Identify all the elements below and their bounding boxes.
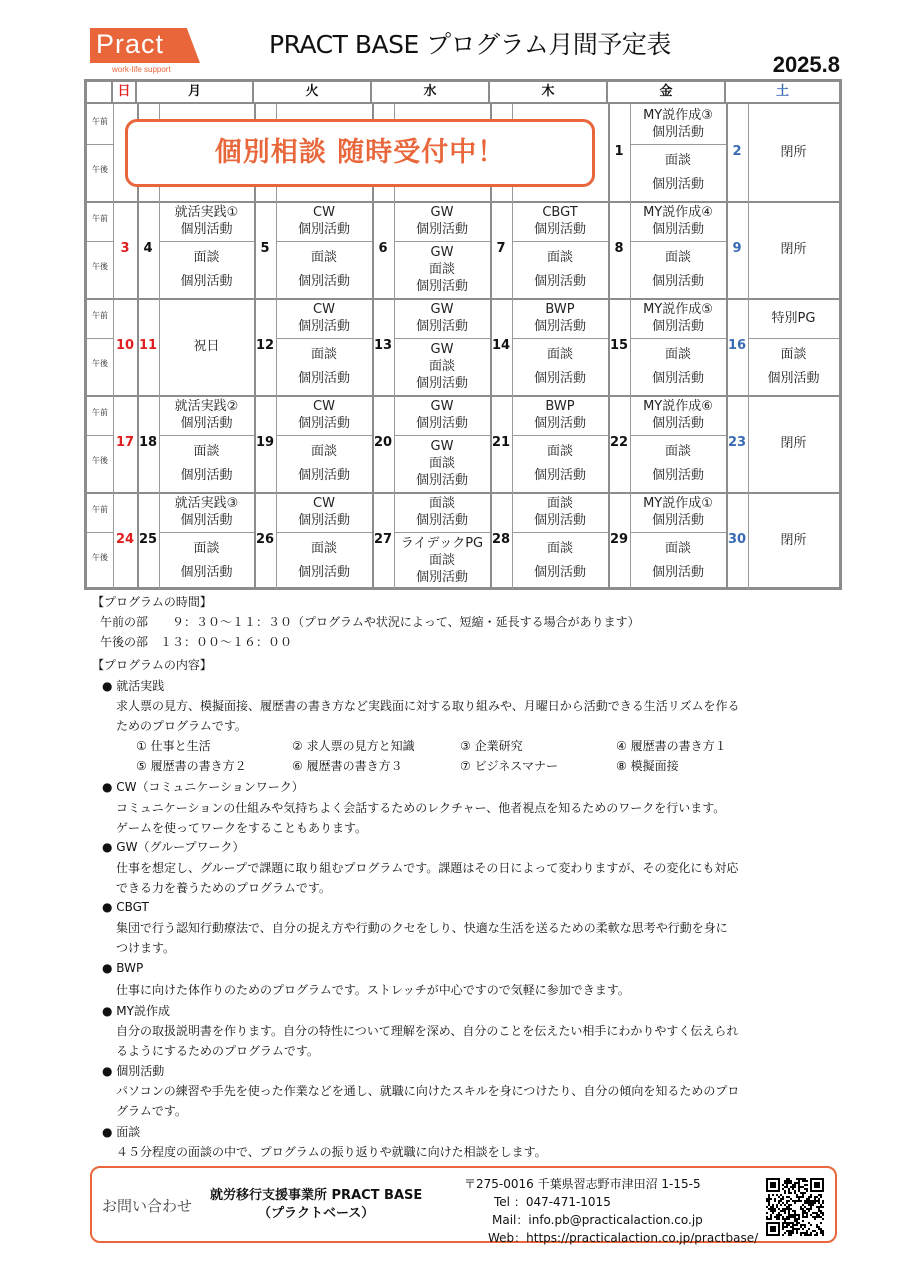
bwp-title: ● BWP [102,961,144,975]
program-pm-tue: 面談 個別活動 [297,249,350,289]
slot-am-label: 午前 [92,311,108,320]
individual-title: ● 個別活動 [102,1064,165,1078]
my-desc-1: 自分の取扱説明書を作ります。自分の特性について理解を深め、自分のことを伝えたい相手にわかりやすく伝えられ [116,1024,739,1038]
program-pm-mon: 面談 個別活動 [180,443,233,483]
contact-footer [90,1166,837,1243]
program-am-tue: CW 個別活動 [297,399,350,431]
day-number-sat: 16 [727,337,747,353]
day-number-tue: 5 [260,240,270,256]
day-number-fri: 15 [609,337,629,353]
day-number-sun: 24 [115,531,135,547]
program-am-tue: CW 個別活動 [297,302,350,334]
job-practice-desc-1: 求人票の見方、模擬面接、履歴書の書き方など実践面に対する取り組みや、月曜日から活動できる生活リズムを作る [116,699,740,713]
day-number-mon: 11 [138,337,158,353]
program-pm-mon: 面談 個別活動 [180,249,233,289]
slot-pm-label: 午後 [92,553,108,562]
program-am-fri: MY説作成④ 個別活動 [643,205,713,237]
program-am-wed: GW 個別活動 [415,205,468,237]
cw-desc-2: ゲームを使ってワークをすることもあります。 [116,821,368,835]
gw-desc-1: 仕事を想定し、グループで課題に取り組むプログラムです。課題はその日によって変わりますが、その変化にも対応 [116,861,739,875]
job-practice-desc-2: ためのプログラムです。 [116,719,247,733]
day-number-sun: 3 [120,240,130,256]
program-pm-tue: 面談 個別活動 [297,346,350,386]
program-am-fri: MY説作成① 個別活動 [643,496,713,528]
col-line [113,492,114,589]
topic-item: ⑤ 履歴書の書き方２ [136,759,247,773]
col-line [113,201,114,298]
program-pm-tue: 面談 個別活動 [297,540,350,580]
bwp-desc-1: 仕事に向けた体作りのためのプログラムです。ストレッチが中心ですので気軽に参加できます。 [116,983,630,997]
topic-item: ③ 企業研究 [460,739,523,753]
slot-pm-label: 午後 [92,262,108,271]
program-pm-wed: ライデックPG 面談 個別活動 [400,536,484,585]
monthly-calendar [84,79,842,590]
program-sat: 閉所 [780,242,807,257]
program-sat: 閉所 [780,436,807,451]
program-pm-fri: 面談 個別活動 [651,540,704,580]
time-heading: 【プログラムの時間】 [92,595,212,609]
address: 〒275-0016 千葉県習志野市津田沼 1-15-5 [464,1177,701,1191]
weekday-fri: 金 [608,82,726,104]
program-pm-fri: 面談 個別活動 [651,152,704,192]
program-am-thu: BWP 個別活動 [533,302,586,334]
day-number-mon: 25 [138,531,158,547]
weekday-tue: 火 [254,82,372,104]
cbgt-desc-2: つけます。 [116,941,176,955]
weekday-thu: 木 [490,82,608,104]
day-number-sun: 10 [115,337,135,353]
pm-time: 午後の部 １３：００～１６：００ [100,635,293,649]
office-name [210,1187,422,1223]
slot-divider [87,338,113,339]
gw-title: ● GW（グループワーク） [102,840,245,854]
header-corner [87,82,113,104]
day-number-fri: 29 [609,531,629,547]
program-pm-sat: 面談 個別活動 [767,346,820,386]
slot-pm-label: 午後 [92,165,108,174]
topic-item: ① 仕事と生活 [136,739,211,753]
program-pm-mon: 面談 個別活動 [180,540,233,580]
day-number-wed: 13 [373,337,393,353]
program-am-wed: GW 個別活動 [415,302,468,334]
email[interactable]: Mail：info.pb@practicalaction.co.jp [492,1213,703,1227]
topic-item: ② 求人票の見方と知識 [292,739,415,753]
program-am-fri: MY説作成⑥ 個別活動 [643,399,713,431]
website[interactable]: Web：https://practicalaction.co.jp/practbase/ [488,1231,759,1245]
day-number-sat: 30 [727,531,747,547]
slot-am-label: 午前 [92,505,108,514]
day-number-tue: 12 [255,337,275,353]
program-am-mon: 就活実践① 個別活動 [174,205,239,237]
meeting-title: ● 面談 [102,1125,141,1139]
slot-divider [87,241,113,242]
day-number-tue: 26 [255,531,275,547]
my-title: ● MY説作成 [102,1004,170,1018]
program-pm-wed: GW 面談 個別活動 [415,342,468,391]
program-pm-thu: 面談 個別活動 [533,443,586,483]
program-am-wed: GW 個別活動 [415,399,468,431]
contact-details [464,1175,758,1247]
program-am-thu: 面談 個別活動 [533,496,586,528]
gw-desc-2: できる力を養うためのプログラムです。 [116,881,331,895]
consultation-banner: 個別相談 随時受付中！ [125,119,595,187]
logo-text: Pract [96,29,165,59]
col-line [113,104,114,201]
office-name-line-1: 就労移行支援事業所 PRACT BASE [210,1188,423,1203]
day-number-tue: 19 [255,434,275,450]
program-am-fri: MY説作成③ 個別活動 [643,108,713,140]
program-pm-fri: 面談 個別活動 [651,346,704,386]
program-am-fri: MY説作成⑤ 個別活動 [643,302,713,334]
slot-divider [87,532,113,533]
day-number-fri: 8 [614,240,624,256]
content-heading: 【プログラムの内容】 [92,658,212,672]
program-sat: 閉所 [780,533,807,548]
pract-logo [90,28,205,74]
day-number-fri: 1 [614,143,624,159]
program-am-wed: 面談 個別活動 [415,496,468,528]
topic-item: ⑦ ビジネスマナー [460,759,558,773]
program-pm-thu: 面談 個別活動 [533,540,586,580]
slot-am-label: 午前 [92,214,108,223]
meeting-desc-1: ４５分程度の面談の中で、プログラムの振り返りや就職に向けた相談をします。 [116,1145,547,1159]
day-number-mon: 18 [138,434,158,450]
col-line [113,298,114,395]
cw-desc-1: コミュニケーションの仕組みや気持ちよく会話するためのレクチャー、他者視点を知るためのワークを行います。 [116,801,726,815]
weekday-wed: 水 [372,82,490,104]
individual-desc-2: グラムです。 [116,1104,187,1118]
day-number-mon: 4 [143,240,153,256]
slot-divider [87,435,113,436]
day-number-wed: 20 [373,434,393,450]
slot-pm-label: 午後 [92,456,108,465]
am-time: 午前の部 ９：３０～１１：３０（プログラムや状況によって、短縮・延長する場合があります） [100,615,640,629]
program-mon: 祝日 [193,339,220,354]
program-pm-fri: 面談 個別活動 [651,249,704,289]
phone: Tel ：047-471-1015 [494,1195,611,1209]
program-pm-wed: GW 面談 個別活動 [415,439,468,488]
program-pm-wed: GW 面談 個別活動 [415,245,468,294]
day-number-sun: 17 [115,434,135,450]
weekday-sat: 土 [726,82,839,104]
day-number-thu: 28 [491,531,511,547]
program-pm-fri: 面談 個別活動 [651,443,704,483]
year-month: 2025.8 [772,52,840,77]
program-am-tue: CW 個別活動 [297,496,350,528]
topic-item: ⑧ 模擬面接 [616,759,679,773]
topic-item: ⑥ 履歴書の書き方３ [292,759,403,773]
individual-desc-1: パソコンの練習や手先を使った作業などを通し、就職に向けたスキルを身につけたり、自分の傾向を知るためのプロ [116,1084,740,1098]
logo-tagline: work-life support [112,65,171,74]
cbgt-title: ● CBGT [102,900,149,914]
cw-title: ● CW（コミュニケーションワーク） [102,780,304,794]
program-sat: 閉所 [780,145,807,160]
my-desc-2: るようにするためのプログラムです。 [116,1044,319,1058]
slot-pm-label: 午後 [92,359,108,368]
program-pm-thu: 面談 個別活動 [533,249,586,289]
program-pm-tue: 面談 個別活動 [297,443,350,483]
slot-divider [87,144,113,145]
page-title: PRACT BASE プログラム月間予定表 [269,30,671,59]
day-number-sat: 9 [732,240,742,256]
program-am-mon: 就活実践③ 個別活動 [174,496,239,528]
day-number-wed: 6 [378,240,388,256]
program-am-mon: 就活実践② 個別活動 [174,399,239,431]
col-line [113,395,114,492]
day-number-thu: 14 [491,337,511,353]
program-am-thu: CBGT 個別活動 [533,205,586,237]
weekday-sun: 日 [113,82,137,104]
program-am-sat: 特別PG [771,310,816,326]
cbgt-desc-1: 集団で行う認知行動療法で、自分の捉え方や行動のクセをしり、快適な生活を送るための柔軟な思考や行動を身に [116,921,728,935]
day-number-thu: 7 [496,240,506,256]
program-am-thu: BWP 個別活動 [533,399,586,431]
program-am-tue: CW 個別活動 [297,205,350,237]
slot-am-label: 午前 [92,117,108,126]
day-number-fri: 22 [609,434,629,450]
day-number-sat: 2 [732,143,742,159]
day-number-thu: 21 [491,434,511,450]
slot-am-label: 午前 [92,408,108,417]
qr-code[interactable] [766,1178,824,1236]
program-pm-thu: 面談 個別活動 [533,346,586,386]
weekday-mon: 月 [137,82,254,104]
topic-item: ④ 履歴書の書き方１ [616,739,727,753]
office-name-line-2: （プラクトベース） [257,1206,375,1221]
day-number-sat: 23 [727,434,747,450]
day-number-wed: 27 [373,531,393,547]
inquiry-label: お問い合わせ [102,1197,193,1215]
job-practice-title: ● 就活実践 [102,679,165,693]
